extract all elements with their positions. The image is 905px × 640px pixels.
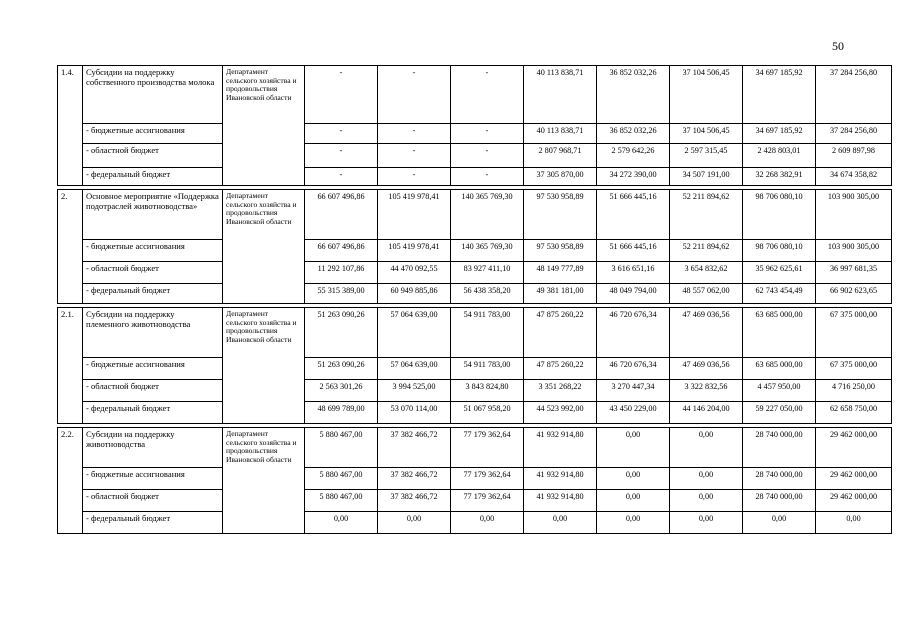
amount-cell: 140 365 769,30 xyxy=(451,240,524,262)
amount-cell: 63 685 000,00 xyxy=(743,308,816,358)
amount-cell: 4 716 250,00 xyxy=(816,380,892,402)
amount-cell: 37 104 506,45 xyxy=(670,124,743,144)
amount-cell: 34 674 358,82 xyxy=(816,168,892,186)
budget-line-name: - областной бюджет xyxy=(83,144,223,168)
amount-cell: 105 419 978,41 xyxy=(378,240,451,262)
amount-cell: 83 927 411,10 xyxy=(451,262,524,284)
amount-cell: 97 530 958,89 xyxy=(524,240,597,262)
amount-cell: 48 149 777,89 xyxy=(524,262,597,284)
amount-cell: 52 211 894,62 xyxy=(670,190,743,240)
amount-cell: 3 351 268,22 xyxy=(524,380,597,402)
amount-cell: 0,00 xyxy=(597,468,670,490)
section-index: 2.1. xyxy=(58,308,83,424)
amount-cell: 77 179 362,64 xyxy=(451,490,524,512)
amount-cell: 28 740 000,00 xyxy=(743,428,816,468)
amount-cell: 67 375 000,00 xyxy=(816,358,892,380)
amount-cell: 53 070 114,00 xyxy=(378,402,451,424)
amount-cell: 40 113 838,71 xyxy=(524,66,597,124)
amount-cell: 41 932 914,80 xyxy=(524,428,597,468)
amount-cell: 51 067 958,20 xyxy=(451,402,524,424)
amount-cell: 0,00 xyxy=(743,512,816,534)
amount-cell: 47 875 260,22 xyxy=(524,358,597,380)
table-row xyxy=(58,124,892,144)
amount-cell: 37 305 870,00 xyxy=(524,168,597,186)
amount-cell: 2 428 803,01 xyxy=(743,144,816,168)
table-row xyxy=(58,240,892,262)
amount-cell: 36 997 681,35 xyxy=(816,262,892,284)
table-row xyxy=(58,190,892,240)
responsible-department: Департамент сельского хозяйства и продовольствия Ивановской области xyxy=(223,190,305,304)
amount-cell: - xyxy=(451,144,524,168)
amount-cell: 43 450 229,00 xyxy=(597,402,670,424)
amount-cell: 66 607 496,86 xyxy=(305,240,378,262)
amount-cell: 0,00 xyxy=(451,512,524,534)
amount-cell: 60 949 885,86 xyxy=(378,284,451,304)
amount-cell: 51 666 445,16 xyxy=(597,240,670,262)
amount-cell: 59 227 050,00 xyxy=(743,402,816,424)
amount-cell: 98 706 080,10 xyxy=(743,240,816,262)
amount-cell: 0,00 xyxy=(816,512,892,534)
amount-cell: 66 902 623,65 xyxy=(816,284,892,304)
amount-cell: 32 268 382,91 xyxy=(743,168,816,186)
amount-cell: 40 113 838,71 xyxy=(524,124,597,144)
amount-cell: 5 880 467,00 xyxy=(305,468,378,490)
amount-cell: 48 557 062,00 xyxy=(670,284,743,304)
table-row xyxy=(58,168,892,186)
amount-cell: 44 470 092,55 xyxy=(378,262,451,284)
amount-cell: 51 263 090,26 xyxy=(305,308,378,358)
amount-cell: 3 322 832,56 xyxy=(670,380,743,402)
amount-cell: - xyxy=(378,144,451,168)
section-index: 2. xyxy=(58,190,83,304)
table-row xyxy=(58,428,892,468)
amount-cell: 0,00 xyxy=(597,490,670,512)
amount-cell: 29 462 000,00 xyxy=(816,468,892,490)
amount-cell: - xyxy=(378,168,451,186)
table-row xyxy=(58,262,892,284)
amount-cell: 3 270 447,34 xyxy=(597,380,670,402)
budget-line-name: - федеральный бюджет xyxy=(83,512,223,534)
amount-cell: 105 419 978,41 xyxy=(378,190,451,240)
table-row xyxy=(58,144,892,168)
amount-cell: 37 382 466,72 xyxy=(378,428,451,468)
responsible-department: Департамент сельского хозяйства и продовольствия Ивановской области xyxy=(223,66,305,186)
table-row xyxy=(58,358,892,380)
table-row xyxy=(58,468,892,490)
amount-cell: 0,00 xyxy=(670,428,743,468)
amount-cell: 49 381 181,00 xyxy=(524,284,597,304)
amount-cell: 11 292 107,86 xyxy=(305,262,378,284)
amount-cell: 48 699 789,00 xyxy=(305,402,378,424)
section-index: 1.4. xyxy=(58,66,83,186)
amount-cell: 56 438 358,20 xyxy=(451,284,524,304)
amount-cell: 34 272 390,00 xyxy=(597,168,670,186)
budget-line-name: - областной бюджет xyxy=(83,262,223,284)
responsible-department: Департамент сельского хозяйства и продовольствия Ивановской области xyxy=(223,308,305,424)
budget-line-name: - федеральный бюджет xyxy=(83,284,223,304)
amount-cell: - xyxy=(378,124,451,144)
table-row xyxy=(58,512,892,534)
amount-cell: 47 875 260,22 xyxy=(524,308,597,358)
table-row xyxy=(58,308,892,358)
amount-cell: - xyxy=(305,124,378,144)
amount-cell: 98 706 080,10 xyxy=(743,190,816,240)
amount-cell: 3 994 525,00 xyxy=(378,380,451,402)
amount-cell: 47 469 036,56 xyxy=(670,308,743,358)
amount-cell: 3 654 832,62 xyxy=(670,262,743,284)
amount-cell: 29 462 000,00 xyxy=(816,428,892,468)
amount-cell: 44 146 204,00 xyxy=(670,402,743,424)
amount-cell: 77 179 362,64 xyxy=(451,428,524,468)
amount-cell: 67 375 000,00 xyxy=(816,308,892,358)
amount-cell: 3 843 824,80 xyxy=(451,380,524,402)
measure-name: Субсидии на поддержку собственного производства молока xyxy=(83,66,223,124)
amount-cell: 103 900 305,00 xyxy=(816,240,892,262)
amount-cell: 0,00 xyxy=(670,468,743,490)
amount-cell: 62 743 454,49 xyxy=(743,284,816,304)
responsible-department: Департамент сельского хозяйства и продовольствия Ивановской области xyxy=(223,428,305,534)
table-row xyxy=(58,380,892,402)
amount-cell: 29 462 000,00 xyxy=(816,490,892,512)
amount-cell: 4 457 950,00 xyxy=(743,380,816,402)
amount-cell: 2 579 642,26 xyxy=(597,144,670,168)
amount-cell: 2 563 301,26 xyxy=(305,380,378,402)
amount-cell: 37 104 506,45 xyxy=(670,66,743,124)
amount-cell: 5 880 467,00 xyxy=(305,490,378,512)
amount-cell: 77 179 362,64 xyxy=(451,468,524,490)
amount-cell: 0,00 xyxy=(597,512,670,534)
amount-cell: - xyxy=(451,124,524,144)
amount-cell: 97 530 958,89 xyxy=(524,190,597,240)
amount-cell: 34 697 185,92 xyxy=(743,66,816,124)
amount-cell: 37 382 466,72 xyxy=(378,468,451,490)
page-number: 50 xyxy=(832,39,844,53)
budget-line-name: - областной бюджет xyxy=(83,490,223,512)
section-index: 2.2. xyxy=(58,428,83,534)
amount-cell: 63 685 000,00 xyxy=(743,358,816,380)
amount-cell: 5 880 467,00 xyxy=(305,428,378,468)
amount-cell: - xyxy=(451,66,524,124)
amount-cell: 0,00 xyxy=(305,512,378,534)
amount-cell: - xyxy=(451,168,524,186)
amount-cell: 0,00 xyxy=(378,512,451,534)
amount-cell: 28 740 000,00 xyxy=(743,490,816,512)
budget-line-name: - бюджетные ассигнования xyxy=(83,124,223,144)
amount-cell: 28 740 000,00 xyxy=(743,468,816,490)
measure-name: Основное мероприятие «Поддержка подотраслей животноводства» xyxy=(83,190,223,240)
budget-line-name: - бюджетные ассигнования xyxy=(83,358,223,380)
measure-name: Субсидии на поддержку племенного животноводства xyxy=(83,308,223,358)
amount-cell: 54 911 783,00 xyxy=(451,308,524,358)
table-row xyxy=(58,66,892,124)
amount-cell: 0,00 xyxy=(670,490,743,512)
amount-cell: 54 911 783,00 xyxy=(451,358,524,380)
amount-cell: 46 720 676,34 xyxy=(597,308,670,358)
amount-cell: 35 962 625,61 xyxy=(743,262,816,284)
amount-cell: 34 507 191,00 xyxy=(670,168,743,186)
amount-cell: 0,00 xyxy=(524,512,597,534)
amount-cell: 57 064 639,00 xyxy=(378,358,451,380)
amount-cell: - xyxy=(305,144,378,168)
amount-cell: 41 932 914,80 xyxy=(524,490,597,512)
amount-cell: 3 616 651,16 xyxy=(597,262,670,284)
budget-line-name: - федеральный бюджет xyxy=(83,168,223,186)
amount-cell: 46 720 676,34 xyxy=(597,358,670,380)
amount-cell: 34 697 185,92 xyxy=(743,124,816,144)
amount-cell: 2 597 315,45 xyxy=(670,144,743,168)
amount-cell: 2 807 968,71 xyxy=(524,144,597,168)
budget-line-name: - федеральный бюджет xyxy=(83,402,223,424)
amount-cell: - xyxy=(305,66,378,124)
amount-cell: 0,00 xyxy=(670,512,743,534)
amount-cell: 62 658 750,00 xyxy=(816,402,892,424)
amount-cell: 0,00 xyxy=(597,428,670,468)
amount-cell: 37 284 256,80 xyxy=(816,124,892,144)
amount-cell: 66 607 496,86 xyxy=(305,190,378,240)
amount-cell: 44 523 992,00 xyxy=(524,402,597,424)
amount-cell: 51 666 445,16 xyxy=(597,190,670,240)
measure-name: Субсидии на поддержку животноводства xyxy=(83,428,223,468)
budget-line-name: - бюджетные ассигнования xyxy=(83,240,223,262)
amount-cell: 52 211 894,62 xyxy=(670,240,743,262)
amount-cell: - xyxy=(378,66,451,124)
amount-cell: 48 049 794,00 xyxy=(597,284,670,304)
amount-cell: 36 852 032,26 xyxy=(597,124,670,144)
amount-cell: 103 900 305,00 xyxy=(816,190,892,240)
table-row xyxy=(58,490,892,512)
budget-line-name: - бюджетные ассигнования xyxy=(83,468,223,490)
amount-cell: 140 365 769,30 xyxy=(451,190,524,240)
amount-cell: 51 263 090,26 xyxy=(305,358,378,380)
amount-cell: 41 932 914,80 xyxy=(524,468,597,490)
budget-line-name: - областной бюджет xyxy=(83,380,223,402)
amount-cell: 37 284 256,80 xyxy=(816,66,892,124)
table-row xyxy=(58,284,892,304)
table-row xyxy=(58,402,892,424)
amount-cell: 55 315 389,00 xyxy=(305,284,378,304)
amount-cell: 37 382 466,72 xyxy=(378,490,451,512)
amount-cell: 57 064 639,00 xyxy=(378,308,451,358)
budget-table xyxy=(57,65,892,534)
amount-cell: 47 469 036,56 xyxy=(670,358,743,380)
amount-cell: - xyxy=(305,168,378,186)
amount-cell: 2 609 897,98 xyxy=(816,144,892,168)
amount-cell: 36 852 032,26 xyxy=(597,66,670,124)
